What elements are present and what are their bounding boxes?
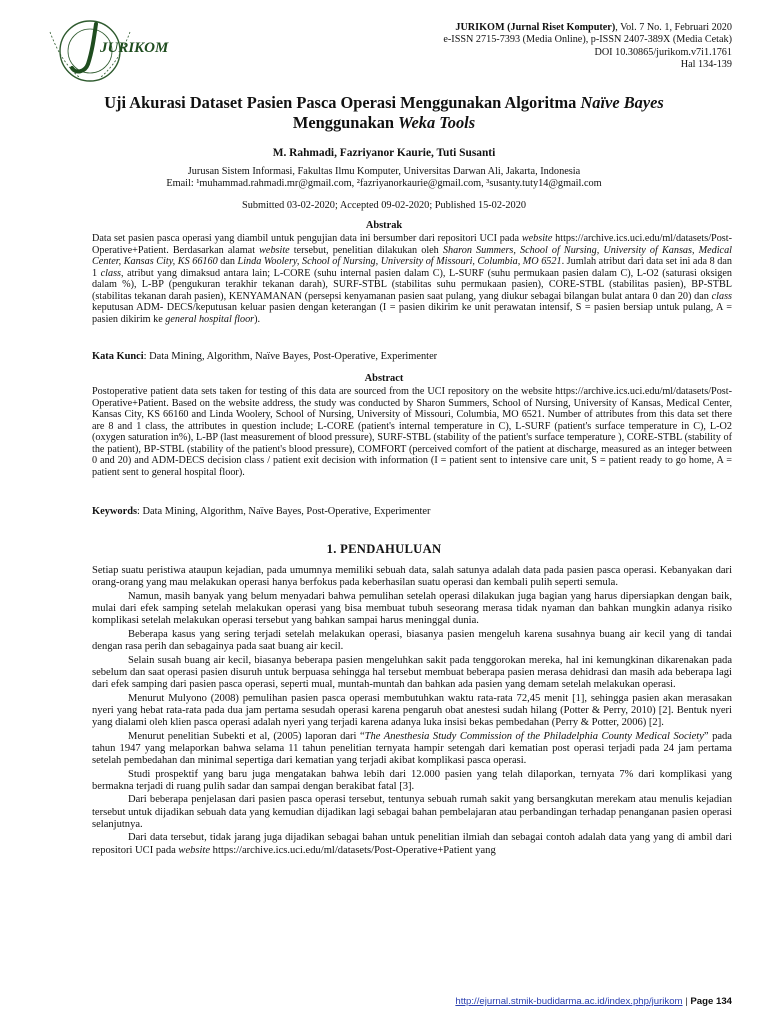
- footer-separator: |: [682, 996, 691, 1007]
- abstrak-text: [92, 233, 732, 325]
- body-text: [92, 565, 732, 858]
- abstrak-italic: Sharon Summers, School of Nursing, University of Kansas, Medical Center, Kansas City, KS 66160: [92, 244, 732, 268]
- abstrak-italic: general hospital floor: [165, 313, 255, 325]
- body-span: Dari data tersebut, tidak jarang juga dijadikan sebagai bahan untuk penelitian ilmiah dan sebagai contoh adalah data yang yang di ambil dari repositori UCI pada: [92, 832, 732, 856]
- abstrak-span: ).: [254, 313, 261, 325]
- body-italic: The Anesthesia Study Commission of the Philadelphia County Medical Society: [364, 730, 704, 742]
- body-italic: website: [178, 844, 211, 856]
- journal-logo: [30, 18, 169, 84]
- journal-pages: Hal 134-139: [680, 59, 732, 71]
- abstrak-span: , atribut yang dimaksud antara lain; L-CORE (suhu internal pasien dalam C), L-SURF (suhu permukaan pasien dalam C), L-O2 (saturasi oksigen dalam %), L-BP (pengukuran terakhir tekanan darah), SURF-STBL (stabilitas suhu permukaan pasien), CORE-STBL (stabilitas pasien), BP-STBL (stabilitas tekanan darah pasien), KENYAMANAN (persepsi kenyamanan pasien saat pulang, yang diukur sebagai bilangan bulat antara 0 dan 20) dan: [92, 267, 733, 302]
- abstrak-span: dan: [217, 256, 238, 268]
- body-paragraph: [92, 731, 732, 768]
- abstrak-span: keputusan ADM- DECS/keputusan keluar pasien dengan keterangan (I = pasien dikirim ke unit perawatan intensif, S = pasien bersiap untuk pulang, A = pasien dikirim ke: [92, 302, 732, 325]
- abstrak-span: Data set pasien pasca operasi yang diambil untuk pengujian data ini bersumber dari repositori UCI pada: [92, 233, 522, 244]
- page-footer: [455, 996, 732, 1007]
- affiliation: Jurusan Sistem Informasi, Fakultas Ilmu Komputer, Universitas Darwan Ali, Jakarta, Indonesia: [187, 166, 581, 177]
- title-text: Uji Akurasi Dataset Pasien Pasca Operasi Menggunakan Algoritma: [104, 93, 581, 112]
- page-number: Page 134: [690, 996, 732, 1007]
- journal-volume: , Vol. 7 No. 1, Februari 2020: [615, 22, 732, 33]
- abstract-heading: Abstract: [364, 373, 404, 384]
- body-span: https://archive.ics.uci.edu/ml/datasets/Post-Operative+Patient yang: [210, 844, 496, 856]
- section-title: 1. PENDAHULUAN: [326, 542, 442, 556]
- abstrak-heading: Abstrak: [365, 220, 403, 231]
- abstrak-italic: class: [100, 267, 121, 279]
- title-italic: Weka Tools: [398, 113, 476, 132]
- body-span: ” pada tahun 1947 yang melaporkan bahwa selama 11 tahun penelitian ternyata hampir setengah dari kematian post operasi terjadi pada 24 jam pertama setelah pembedahan dan minimal sepertiga dari kematian yang terjadi akibat komplikasi pasca operasi.: [92, 730, 732, 766]
- journal-line: [312, 22, 732, 34]
- title-line-2: [60, 113, 708, 133]
- keywords-value: : Data Mining, Algorithm, Naïve Bayes, Post-Operative, Experimenter: [137, 506, 431, 517]
- body-span: Menurut penelitian Subekti et al, (2005) laporan dari “: [128, 730, 365, 742]
- abstrak-italic: website: [521, 233, 553, 244]
- affiliation-block: [40, 166, 728, 190]
- title-italic: Naïve Bayes: [580, 93, 664, 112]
- abstrak-span: tersebut, penelitian dilakukan oleh: [289, 244, 443, 256]
- journal-name: JURIKOM (Jurnal Riset Komputer): [455, 22, 616, 33]
- abstrak-span: . Jumlah atribut dari data set ini ada 8 dan 1: [92, 256, 732, 279]
- body-paragraph: Menurut Mulyono (2008) pemulihan pasien pasca operasi membutuhkan waktu rata-rata 72,45 menit [1], sehingga pasien akan merasakan nyeri yang hebat rata-rata pada dua jam pertama sesudah operasi karena pengaruh obat anestesi sudah hilang (Potter & Perry, 2010) [2]. Bentuk nyeri yang dialami oleh klien pasca operasi adalah nyeri yang terjadi karena adanya luka insisi bekas pembedahan (Perry & Potter, 2006) [2].: [92, 692, 732, 728]
- body-paragraph: Dari beberapa penjelasan dari pasien pasca operasi tersebut, tentunya sebuah rumah sakit yang bersangkutan merekam atau menulis kejadian tersebut untuk dijadikan sebuah data yang kemudian dijadikan lagi sebagai bahan pembelajaran atau perbandingan terhadap penanganan pasien operasi selanjutnya.: [92, 794, 732, 830]
- kata-kunci: [92, 351, 732, 362]
- keywords-label: Keywords: [92, 506, 138, 517]
- title-line-1: [60, 93, 708, 113]
- abstrak-span: https://archive.ics.uci.edu/ml/datasets/Post-Operative+Patient. Berdasarkan alamat: [92, 233, 732, 256]
- keywords: [92, 506, 732, 517]
- body-paragraph: Namun, masih banyak yang belum menyadari bahwa pemulihan setelah operasi dilakukan juga bagian yang harus dipersiapkan dengan baik, mulai dari efek samping setelah melakukan operasi yang bisa membuat tubuh seseorang merasa tidak nyaman dan bahkan mungkin adanya risiko komplikasi setelah melakukan operasi tersebut yang bahkan sampai harus meninggal dunia.: [92, 590, 732, 627]
- body-paragraph: Setiap suatu peristiwa ataupun kejadian, pada umumnya memiliki sebuah data, salah satunya adalah data pada pasien pasca operasi. Kebanyakan dari orang-orang yang mau melakukan operasi hanya berfokus pada keberhasilan suatu operasi dan kembali pulih seperti semula.: [92, 565, 732, 589]
- body-paragraph: Beberapa kasus yang sering terjadi setelah melakukan operasi, biasanya pasien mengeluh karena susahnya buang air kecil yang di tandai dengan rasa perih dan sebagainya pada saat buang air kecil.: [92, 628, 732, 652]
- paper-title: [60, 93, 708, 133]
- journal-header: [312, 22, 732, 72]
- abstrak-italic: Linda Woolery, School of Nursing, University of Missouri, Columbia, MO 6521: [237, 256, 562, 268]
- kata-kunci-label: Kata Kunci: [92, 351, 144, 362]
- submission-dates: Submitted 03-02-2020; Accepted 09-02-2020; Published 15-02-2020: [242, 200, 526, 211]
- abstrak-italic: website: [259, 244, 290, 256]
- emails: Email: ¹muhammad.rahmadi.mr@gmail.com, ²fazriyanorkaurie@gmail.com, ³susanty.tuty14@gmail.com: [166, 178, 602, 190]
- logo-text: JURIKOM: [100, 40, 169, 56]
- kata-kunci-value: : Data Mining, Algorithm, Naïve Bayes, Post-Operative, Experimenter: [143, 351, 438, 362]
- title-text: Menggunakan: [292, 113, 399, 132]
- body-paragraph: Selain susah buang air kecil, biasanya beberapa pasien mengeluhkan sakit pada tenggorokan mereka, hal ini kemungkinan dikarenakan pada sebelum dan saat operasi pasien disuruh untuk berpuasa sehingga hal tersebut membuat beberapa pasien merasa dehidrasi dan masih ada beberapa lagi dari efek samping dari pasien pasca operasi, seperti mual, muntah-muntah dan bahkan ada pasien yang demam setelah melakukan operasi.: [92, 654, 732, 690]
- journal-issn: e-ISSN 2715-7393 (Media Online), p-ISSN 2407-389X (Media Cetak): [443, 34, 732, 46]
- abstract-text: Postoperative patient data sets taken for testing of this data are sourced from the UCI repository on the website https://archive.ics.uci.edu/ml/datasets/Post-Operative+Patient. Based on the website address, the study was conducted by Sharon Summers, School of Nursing, University of Kansas, Medical Center, Kansas City, KS 66160 and Linda Woolery, School of Nursing, University of Missouri, Columbia, MO 6521. Number of attributes from this data set there are 8 and 1 class, the attributes in question include; L-CORE (patient's internal temperature in C), L-SURF (patient's surface temperature in C), L-O2 (oxygen saturation in%), L-BP (last measurement of blood pressure), SURF-STBL (stability of the patient's surface temperature ), CORE-STBL (stability of the patient), BP-STBL (stability of the patient's blood pressure), COMFORT (perceived comfort of the patient at discharge, measured as an integer between 0 and 20) and ADM-DECS decision class / patient exit decision with information (I = patient sent to intensive care unit, S = patient ready to go home, A = patient sent to general hospital floor).: [92, 386, 732, 478]
- journal-doi: DOI 10.30865/jurikom.v7i1.1761: [594, 46, 732, 58]
- body-paragraph: [92, 832, 732, 856]
- journal-url-link[interactable]: http://ejurnal.stmik-budidarma.ac.id/index.php/jurikom: [455, 996, 683, 1007]
- body-paragraph: Studi prospektif yang baru juga mengatakan bahwa lebih dari 12.000 pasien yang telah dilaporkan, ternyata 7% dari komplikasi yang bermakna terjadi di ruang pulih sadar dan sampai dengan berakibat fatal [3].: [92, 768, 732, 792]
- abstrak-italic: class: [711, 290, 732, 302]
- authors: M. Rahmadi, Fazriyanor Kaurie, Tuti Susanti: [272, 147, 496, 159]
